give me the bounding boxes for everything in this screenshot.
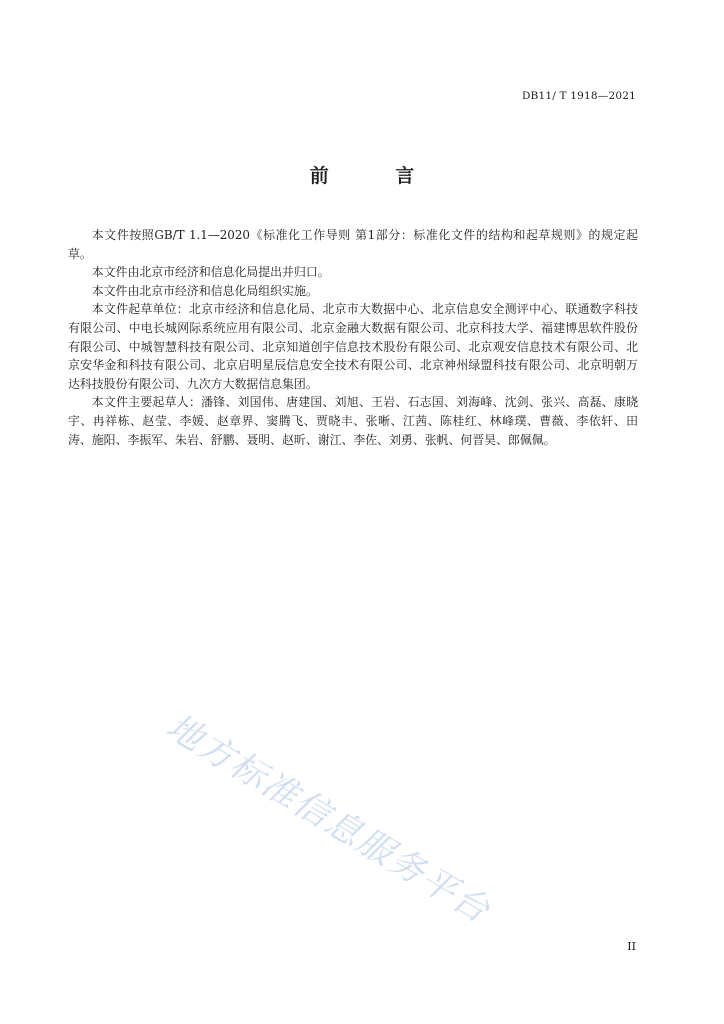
paragraph-proposer: 本文件由北京市经济和信息化局提出并归口。 (91, 265, 330, 280)
document-code: DB11/ T 1918—2021 (521, 90, 636, 102)
watermark-text: 地方标准信息服务平台 (159, 706, 498, 932)
section-title: 前 言 (309, 165, 445, 187)
paragraph-implementer: 本文件由北京市经济和信息化局组织实施。 (91, 283, 318, 298)
page-number: II (627, 940, 636, 953)
paragraph-drafting-rules: 本文件按照GB/T 1.1—2020《标准化工作导则 第1部分：标准化文件的结构和起草规则》的规定起草。 (68, 228, 638, 261)
paragraph-drafting-units: 本文件起草单位：北京市经济和信息化局、北京市大数据中心、北京信息安全测评中心、联通数字科技有限公司、中电长城网际系统应用有限公司、北京金融大数据有限公司、北京科技大学、福建博思软件股份有限公司、中城智慧科技有限公司、北京知道创宇信息技术股份有限公司、北京观安信息技术有限公司、北京安华金和科技有限公司、北京启明星辰信息安全技术有限公司、北京神州绿盟科技有限公司、北京明朝万达科技股份有限公司、九次方大数据信息集团。 (68, 302, 638, 391)
paragraph-drafters: 本文件主要起草人：潘锋、刘国伟、唐建国、刘旭、王岩、石志国、刘海峰、沈剑、张兴、高磊、康晓宇、冉祥栋、赵莹、李媛、赵章界、窦腾飞、贾晓丰、张晰、江茜、陈桂红、林峰璞、曹薇、李依轩、田涛、施阳、李振军、朱岩、舒鹏、聂明、赵昕、谢江、李佐、刘勇、张帆、何晋昊、郎佩佩。 (68, 395, 638, 447)
foreword-body (68, 226, 638, 449)
